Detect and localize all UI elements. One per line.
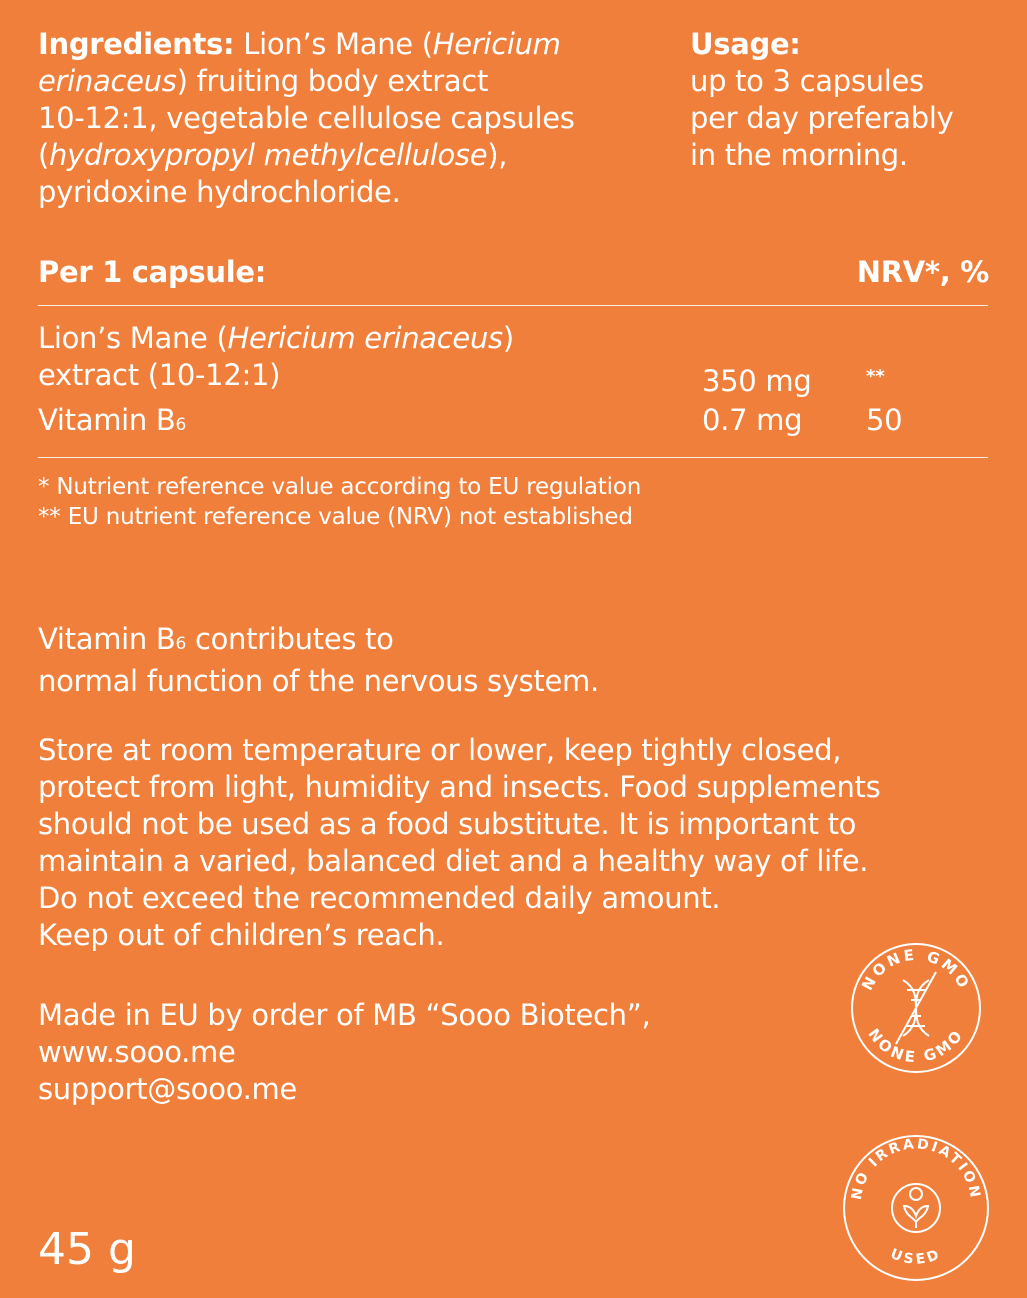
irradiation-bottom-text: USED [888, 1246, 944, 1268]
row-amount-vitamin-b6: 0.7 mg [702, 403, 803, 437]
table-header-left: Per 1 capsule: [38, 255, 267, 289]
usage-line: per day preferably [690, 101, 954, 135]
ingredients-text: ) fruiting body extract [176, 64, 489, 98]
usage-label: Usage: [690, 27, 801, 61]
row-name-subscript: 6 [175, 415, 187, 435]
manufacturer-info [38, 997, 650, 1108]
svg-text:NONE GMO [858, 946, 974, 994]
row-name: Lion’s Mane ( [38, 321, 228, 355]
table-divider-bottom [38, 457, 988, 458]
footnotes [38, 472, 641, 532]
health-claim [38, 621, 599, 700]
storage-line: Keep out of children’s reach. [38, 918, 445, 952]
footnote-not-established: ** EU nutrient reference value (NRV) not established [38, 504, 633, 530]
claim-text: normal function of the nervous system. [38, 664, 599, 698]
table-row-lions-mane [38, 320, 514, 394]
none-gmo-badge [848, 940, 984, 1076]
support-email: support@sooo.me [38, 1072, 297, 1106]
svg-text:USED [888, 1246, 944, 1268]
table-divider-top [38, 305, 988, 306]
gmo-bottom-text: NONE GMO [864, 1025, 968, 1067]
svg-text:NO IRRADIATION [849, 1136, 983, 1201]
storage-line: protect from light, humidity and insects. Food supplements [38, 770, 881, 804]
footnote-nrv: * Nutrient reference value according to EU regulation [38, 474, 642, 500]
table-header-right: NRV*, % [856, 255, 989, 289]
row-name: Vitamin B [38, 403, 176, 437]
row-name: ) [502, 321, 514, 355]
dna-icon [896, 972, 936, 1044]
irradiation-top-text: NO IRRADIATION [848, 1136, 984, 1202]
claim-subscript: 6 [175, 634, 187, 654]
row-nrv-vitamin-b6: 50 [866, 403, 903, 437]
claim-text: contributes to [186, 622, 394, 656]
no-irradiation-badge [840, 1132, 992, 1284]
claim-text: Vitamin B [38, 622, 176, 656]
usage-line: in the morning. [690, 138, 908, 172]
ingredients-block [38, 26, 575, 211]
gmo-top-text: NONE GMO [858, 945, 974, 994]
ingredients-latin-species: erinaceus [38, 64, 177, 98]
ingredients-text: ( [38, 138, 50, 172]
storage-line: maintain a varied, balanced diet and a healthy way of life. [38, 844, 869, 878]
manufacturer-line: Made in EU by order of MB “Sooo Biotech”, [38, 998, 651, 1032]
ingredients-text: Lion’s Mane ( [234, 27, 433, 61]
row-nrv-lions-mane: ** [866, 366, 885, 387]
ingredients-latin-genus: Hericium [432, 27, 561, 61]
website-link: www.sooo.me [38, 1035, 236, 1069]
net-weight: 45 g [38, 1224, 136, 1275]
row-latin-name: Hericium erinaceus [227, 321, 503, 355]
row-amount-lions-mane: 350 mg [702, 364, 812, 398]
storage-line: Do not exceed the recommended daily amount. [38, 881, 721, 915]
row-name-line2: extract (10-12:1) [38, 358, 281, 392]
table-row-vitamin-b6 [38, 402, 186, 444]
plant-sprout-icon [892, 1184, 940, 1232]
usage-block [690, 26, 953, 174]
ingredients-text: 10-12:1, vegetable cellulose capsules [38, 101, 575, 135]
usage-line: up to 3 capsules [690, 64, 924, 98]
storage-line: Store at room temperature or lower, keep tightly closed, [38, 733, 842, 767]
storage-instructions [38, 732, 880, 954]
ingredients-capsule-material: hydroxypropyl methylcellulose [49, 138, 488, 172]
storage-line: should not be used as a food substitute. It is important to [38, 807, 857, 841]
ingredients-text: ), [487, 138, 508, 172]
ingredients-text: pyridoxine hydrochloride. [38, 175, 401, 209]
ingredients-label: Ingredients: [38, 27, 235, 61]
